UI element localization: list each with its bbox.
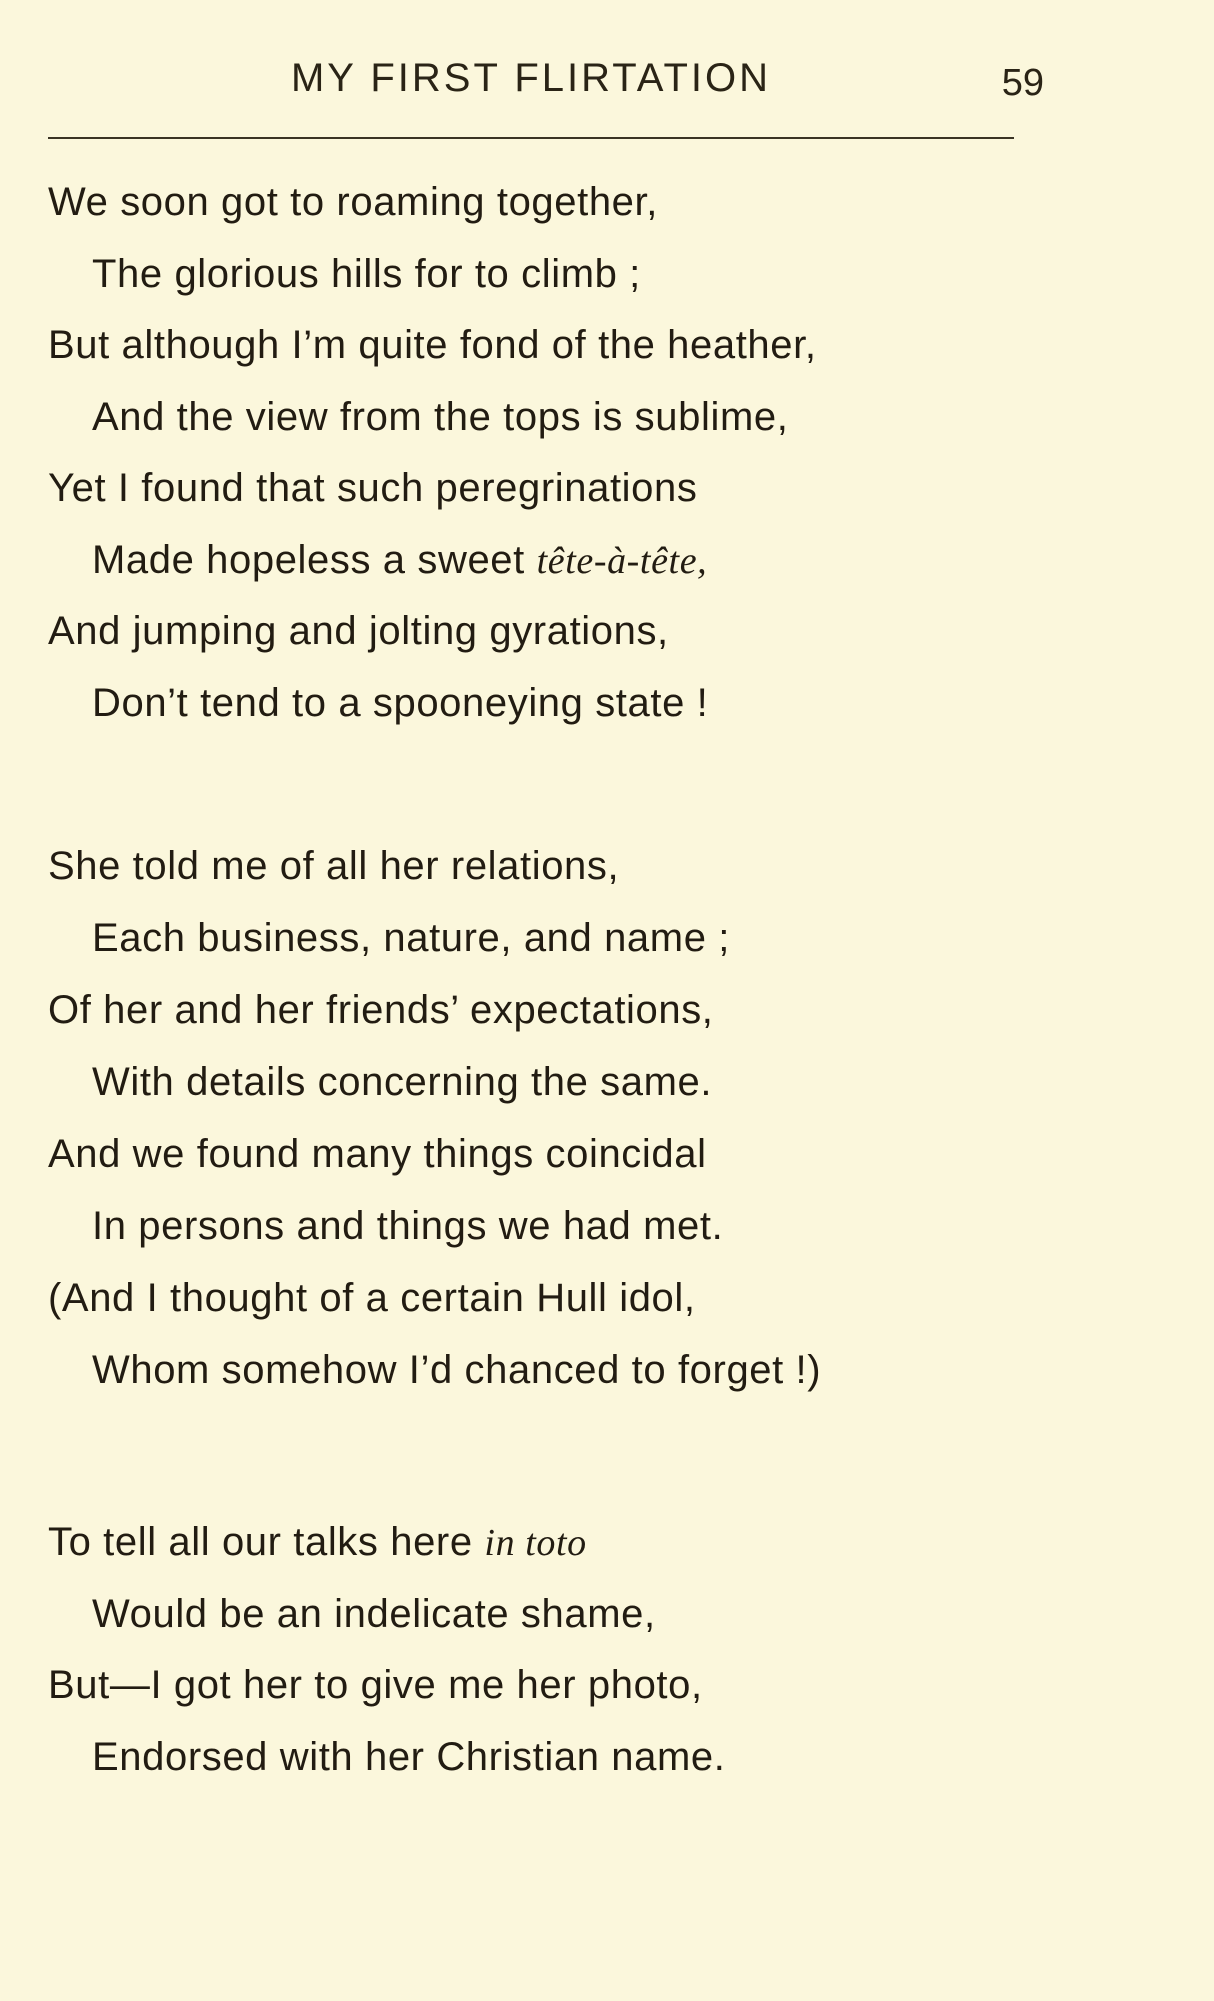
poem-line: In persons and things we had met. (92, 1204, 724, 1248)
poem-line: Each business, nature, and name ; (92, 916, 730, 960)
stanza-2 (48, 834, 1048, 1410)
poem-line: Whom somehow I’d chanced to forget !) (92, 1348, 822, 1392)
poem-line: Endorsed with her Christian name. (92, 1734, 726, 1779)
poem-line: And jumping and jolting gyrations, (48, 609, 669, 653)
italic-phrase: in toto (484, 1522, 587, 1564)
poem-line: With details concerning the same. (92, 1060, 713, 1104)
running-title: MY FIRST FLIRTATION (290, 56, 771, 100)
stanza-1 (48, 170, 1048, 742)
poem-line: But although I’m quite fond of the heather, (48, 323, 817, 367)
line-text: To tell all our talks here (48, 1520, 485, 1564)
stanza-3 (48, 1510, 1048, 1796)
poem-line (48, 528, 1048, 600)
poem-line (48, 1510, 1048, 1582)
poem-line: (And I thought of a certain Hull idol, (48, 1276, 696, 1320)
poem-line: We soon got to roaming together, (48, 180, 658, 224)
poem-line: And we found many things coincidal (48, 1132, 707, 1176)
page-number: 59 (1001, 62, 1044, 104)
header-rule (48, 137, 1014, 139)
poem-line: Would be an indelicate shame, (92, 1591, 656, 1636)
poem-line: The glorious hills for to climb ; (92, 251, 641, 296)
poem-line: Of her and her friends’ expectations, (48, 988, 714, 1032)
poem-line: Don’t tend to a spooneying state ! (92, 680, 709, 725)
page-header (48, 52, 1044, 114)
poem-line: And the view from the tops is sublime, (92, 394, 789, 439)
italic-phrase: tête-à-tête, (536, 539, 708, 582)
poem-line: She told me of all her relations, (48, 844, 620, 888)
poem-line: But—I got her to give me her photo, (48, 1663, 703, 1707)
line-text: Made hopeless a sweet (92, 537, 537, 582)
poem-line: Yet I found that such peregrinations (48, 466, 698, 510)
